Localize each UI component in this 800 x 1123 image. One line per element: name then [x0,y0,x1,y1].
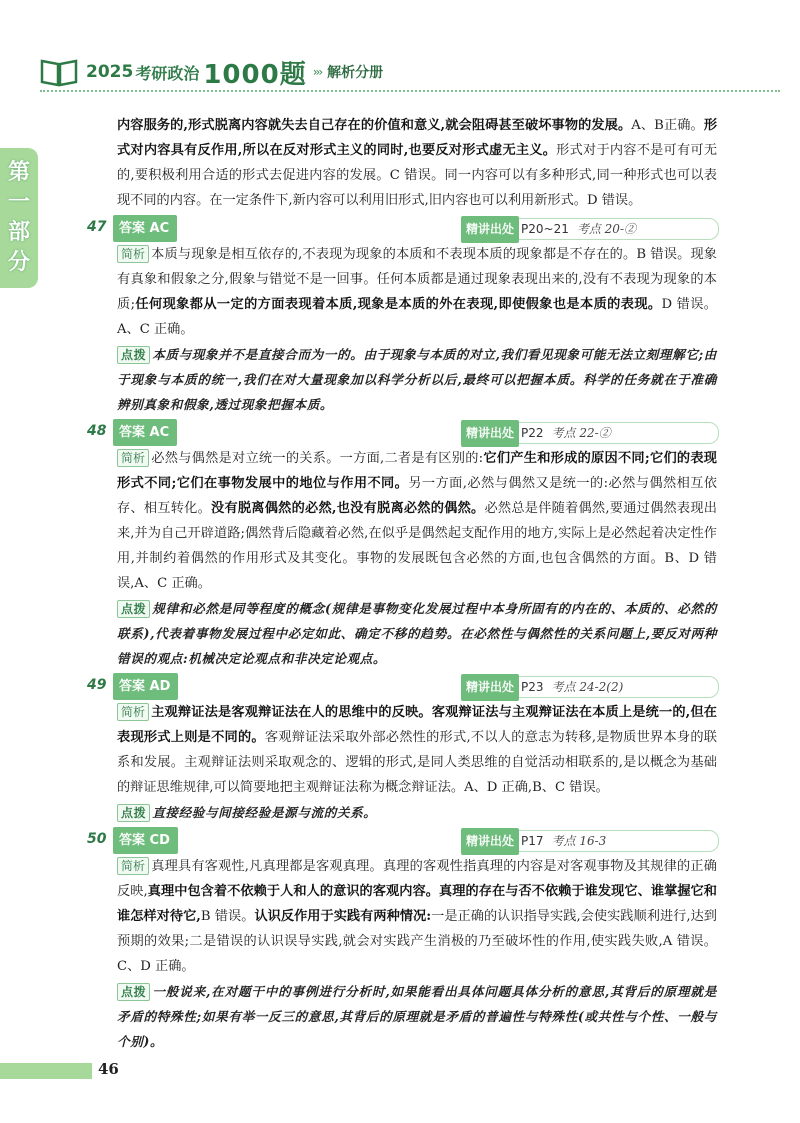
reference-label: 精讲出处 [461,828,519,855]
reference-page: P22 [521,425,544,440]
reference-page: P20~21 [521,221,569,236]
jianxi-text: 必然总是伴随着偶然,要通过偶然表现出来,并为自己开辟道路;偶然背后隐藏着必然,在似乎是偶然起支配作用的地方,实际上是必然起着决定性作用,并制约着偶然的作用形式及其变化。事物的发展既包含必然的方面,也包含偶然的方面。B、D 错误,A、C 正确。 [117,501,717,591]
jianxi-label: 简析 [117,703,149,721]
dianbo-text: 本质与现象并不是直接合而为一的。由于现象与本质的对立,我们看见现象可能无法立刻理解它;由于现象与本质的统一,我们在对大量现象加以科学分析以后,最终可以把握本质。科学的任务就在于准确辨别真象和假象,透过现象把握本质。 [117,347,717,412]
page-header [40,52,760,92]
reference-label: 精讲出处 [461,420,519,447]
jianxi-text: 一是正确的认识指导实践,会使实践顺利进行,达到预期的效果;二是错误的认识误导实践,就会对实践产生消极的乃至破坏性的作用,使实践失败,A 错误。C、D 正确。 [117,909,717,974]
jianxi-bold: 主观辩证法是客观辩证法在人的思维中的反映。客观辩证法与主观辩证法在本质上是统一的,但在表现形式上则是不同的。 [117,705,717,745]
header-title-mid: 考研政治 [135,63,200,83]
jianxi-paragraph [117,700,717,800]
reference-point: 考点 24-2(2) [551,679,624,694]
reference-box [462,676,719,698]
header-year: 2025 [86,62,134,82]
question-number: 47 [87,219,107,235]
reference-box [462,422,719,444]
intro-bold-1: 内容服务的,形式脱离内容就失去自己存在的价值和意义,就会阻碍甚至破坏事物的发展。 [117,118,632,133]
jianxi-paragraph [117,242,717,342]
jianxi-text: 真理具有客观性,凡真理都是客观真理。真理的客观性指真理的内容是对客观事物及其规律的正确反映, [117,859,717,899]
answer-badge: 答案 CD [113,827,178,854]
dianbo-paragraph [117,342,717,417]
question-number: 49 [87,677,107,693]
answer-row-47 [87,217,717,239]
jianxi-text: 另一方面,必然与偶然又是统一的:必然与偶然相互依存、相互转化。 [117,476,717,516]
side-tab-char: 第 [7,160,30,185]
jianxi-bold: 认识反作用于实践有两种情况: [254,909,432,924]
jianxi-text: 客观辩证法采取外部必然性的形式,不以人的意志为转移,是物质世界本身的联系和发展。主观辩证法则采取观念的、逻辑的形式,是同人类思维的自觉活动相联系的,是以概念为基础的辩证思维规律,可以简要地把主观辩证法称为概念辩证法。A、D 正确,B、C 错误。 [117,730,717,795]
header-subtitle: 解析分册 [327,65,384,81]
answer-badge: 答案 AD [113,673,178,700]
answer-badge: 答案 AC [113,215,177,242]
answer-row-49 [87,675,717,697]
dianbo-label: 点拨 [117,346,150,364]
page-number: 46 [98,1060,119,1078]
reference-label: 精讲出处 [461,216,519,243]
jianxi-bold: 真理中包含着不依赖于人和人的意识的客观内容。真理的存在与否不依赖于谁发现它、谁掌握它和谁怎样对待它, [117,884,717,924]
jianxi-label: 简析 [117,449,149,467]
dianbo-paragraph [117,979,717,1054]
reference-label: 精讲出处 [461,674,519,701]
intro-text-2: A、B正确。 [631,118,704,133]
header-divider [40,90,780,92]
jianxi-bold: 任何现象都从一定的方面表现着本质,现象是本质的外在表现,即使假象也是本质的表现。 [135,297,662,312]
dianbo-label: 点拨 [117,804,150,822]
footer-bar [0,1063,92,1079]
book-icon [40,57,78,87]
jianxi-label: 简析 [117,857,149,875]
side-section-tab [0,148,38,288]
header-title-big: 1000题 [203,59,307,90]
intro-bold-3: 形式对内容具有反作用,所以在反对形式主义的同时,也要反对形式虚无主义。 [117,118,717,158]
reference-point: 考点 22-② [551,425,611,440]
side-tab-char: 分 [7,250,30,275]
reference-box [462,830,719,852]
reference-box [462,218,719,240]
dianbo-text: 规律和必然是同等程度的概念(规律是事物变化发展过程中本身所固有的内在的、本质的、必然的联系),代表着事物发展过程中必定如此、确定不移的趋势。在必然性与偶然性的关系问题上,要反对两种错误的观点:机械决定论观点和非决定论观点。 [117,601,717,666]
dianbo-paragraph [117,800,717,825]
intro-text-4: 形式对于内容不是可有可无的,要积极利用合适的形式去促进内容的发展。C 错误。同一内容可以有多种形式,同一种形式也可以表现不同的内容。在一定条件下,新内容可以利用旧形式,旧内容也可以利用新形式。D 错误。 [117,143,718,208]
reference-point: 考点 20-② [576,221,636,236]
reference-page: P23 [521,679,544,694]
dianbo-text: 一般说来,在对题干中的事例进行分析时,如果能看出具体问题具体分析的意思,其背后的原理就是矛盾的特殊性;如果有举一反三的意思,其背后的原理就是矛盾的普遍性与特殊性(或共性与个性、一般与个别)。 [117,984,717,1049]
jianxi-paragraph [117,446,717,596]
jianxi-text: B 错误。 [200,909,255,924]
side-tab-char: 一 [7,190,30,215]
dianbo-paragraph [117,596,717,671]
jianxi-text: 本质与现象是相互依存的,不表现为现象的本质和不表现本质的现象都是不存在的。B 错误。现象有真象和假象之分,假象与错觉不是一回事。任何本质都是通过现象表现出来的,没有不表现为现象的本质; [117,247,717,312]
dianbo-label: 点拨 [117,600,150,618]
jianxi-text: 必然与偶然是对立统一的关系。一方面,二者是有区别的: [151,451,484,466]
answer-row-48 [87,421,717,443]
jianxi-bold: 它们产生和形成的原因不同;它们的表现形式不同;它们在事物发展中的地位与作用不同。 [117,451,717,491]
jianxi-bold: 没有脱离偶然的必然,也没有脱离必然的偶然。 [211,501,485,516]
answer-row-50 [87,829,717,851]
question-number: 50 [87,831,107,847]
reference-page: P17 [521,833,544,848]
jianxi-text: D 错误。A、C 正确。 [117,297,717,337]
answer-badge: 答案 AC [113,419,177,446]
intro-paragraph [117,113,717,213]
question-number: 48 [87,423,107,439]
header-arrows-icon: ››› [312,65,322,79]
dianbo-label: 点拨 [117,983,150,1001]
main-content [87,113,718,1054]
side-tab-char: 部 [7,220,30,245]
dianbo-text: 直接经验与间接经验是源与流的关系。 [152,805,377,820]
jianxi-paragraph [117,854,717,979]
reference-point: 考点 16-3 [551,833,607,848]
jianxi-label: 简析 [117,245,149,263]
